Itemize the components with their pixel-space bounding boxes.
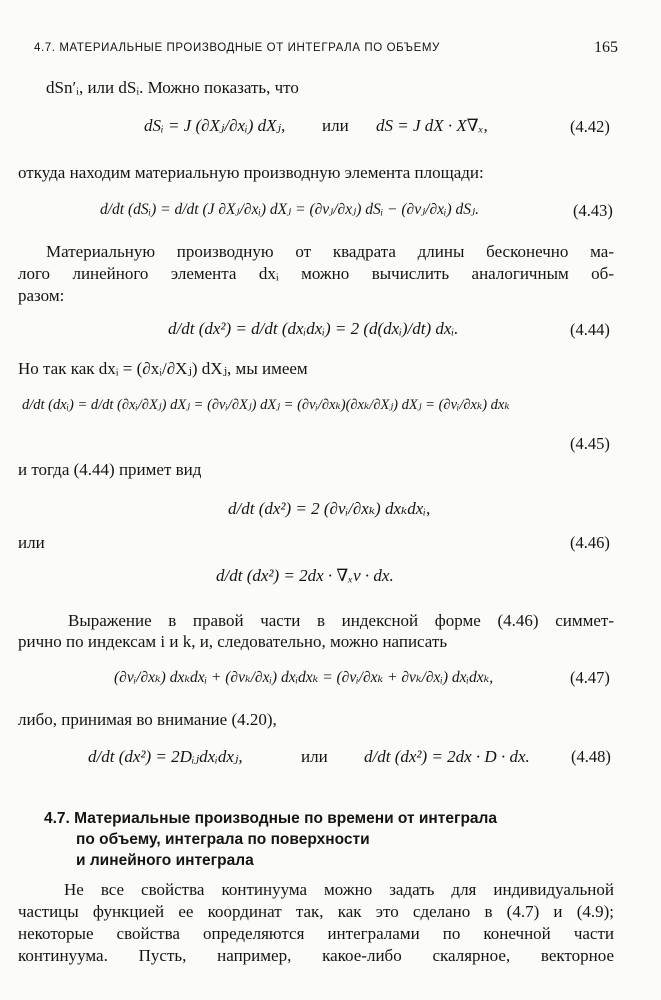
equation-4-42-vector: dS = J dX · X∇ₓ,: [376, 116, 488, 135]
equation-number: (4.46): [570, 533, 610, 552]
equation-4-48-or: или: [301, 747, 328, 766]
text-line: частицы функцией ее координат так, как это сделано в (4.7) и (4.9);: [18, 902, 614, 921]
equation-number: (4.43): [573, 201, 613, 220]
text-line: Не все свойства континуума можно задать для индивидуальной: [64, 880, 614, 899]
text-line: Но так как dxᵢ = (∂xᵢ/∂Xⱼ) dXⱼ, мы имеем: [18, 359, 308, 378]
equation-4-46-vector: d/dt (dx²) = 2dx · ∇ₓv · dx.: [216, 566, 394, 585]
section-heading: и линейного интеграла: [76, 852, 254, 869]
equation-4-45: d/dt (dxᵢ) = d/dt (∂xᵢ/∂Xⱼ) dXⱼ = (∂vᵢ/∂Xⱼ) dXⱼ = (∂vᵢ/∂xₖ)(∂xₖ/∂Xⱼ) dXⱼ = (∂vᵢ/∂xₖ) dxₖ: [22, 397, 510, 413]
section-heading: 4.7. Материальные производные по времени от интеграла: [44, 810, 498, 827]
text-line: некоторые свойства определяются интегралами по конечной части: [18, 924, 614, 943]
text-line: либо, принимая во внимание (4.20),: [18, 710, 277, 729]
text-line: лого линейного элемента dxᵢ можно вычислить аналогичным об-: [18, 264, 614, 283]
equation-4-42-or: или: [322, 116, 349, 135]
text-line: откуда находим материальную производную элемента площади:: [18, 163, 484, 182]
text-line: континуума. Пусть, например, какое-либо скалярное, векторное: [18, 946, 614, 965]
text-line: dSn′ᵢ, или dSᵢ. Можно показать, что: [46, 78, 299, 97]
equation-number: (4.45): [570, 434, 610, 453]
text-line: рично по индексам i и k, и, следовательно, можно написать: [18, 632, 448, 651]
equation-4-42-index: dSᵢ = J (∂Xⱼ/∂xᵢ) dXⱼ,: [144, 116, 286, 135]
equation-4-44: d/dt (dx²) = d/dt (dxᵢdxᵢ) = 2 (d(dxᵢ)/dt) dxᵢ.: [168, 319, 459, 338]
equation-number: (4.47): [570, 668, 610, 687]
equation-4-48-index: d/dt (dx²) = 2Dᵢⱼdxᵢdxⱼ,: [88, 747, 243, 766]
page-number: 165: [594, 39, 618, 56]
text-line: и тогда (4.44) примет вид: [18, 460, 202, 479]
section-heading: по объему, интеграла по поверхности: [76, 831, 370, 848]
text-line: Выражение в правой части в индексной форме (4.46) симмет-: [68, 611, 614, 630]
running-title: 4.7. МАТЕРИАЛЬНЫЕ ПРОИЗВОДНЫЕ ОТ ИНТЕГРАЛА ПО ОБЪЕМУ: [34, 42, 440, 54]
text-line: разом:: [18, 286, 65, 305]
equation-number: (4.42): [570, 117, 610, 136]
equation-4-47: (∂vᵢ/∂xₖ) dxₖdxᵢ + (∂vₖ/∂xᵢ) dxᵢdxₖ = (∂vᵢ/∂xₖ + ∂vₖ/∂xᵢ) dxᵢdxₖ,: [114, 669, 494, 686]
text-line: или: [18, 533, 45, 552]
equation-number: (4.44): [570, 320, 610, 339]
equation-4-46-index: d/dt (dx²) = 2 (∂vᵢ/∂xₖ) dxₖdxᵢ,: [228, 499, 431, 518]
equation-4-48-vector: d/dt (dx²) = 2dx · D · dx.: [364, 747, 530, 766]
equation-number: (4.48): [571, 747, 611, 766]
equation-4-43: d/dt (dSᵢ) = d/dt (J ∂Xⱼ/∂xᵢ) dXⱼ = (∂vⱼ/∂xⱼ) dSᵢ − (∂vⱼ/∂xᵢ) dSⱼ.: [100, 201, 479, 218]
text-line: Материальную производную от квадрата длины бесконечно ма-: [46, 242, 614, 261]
